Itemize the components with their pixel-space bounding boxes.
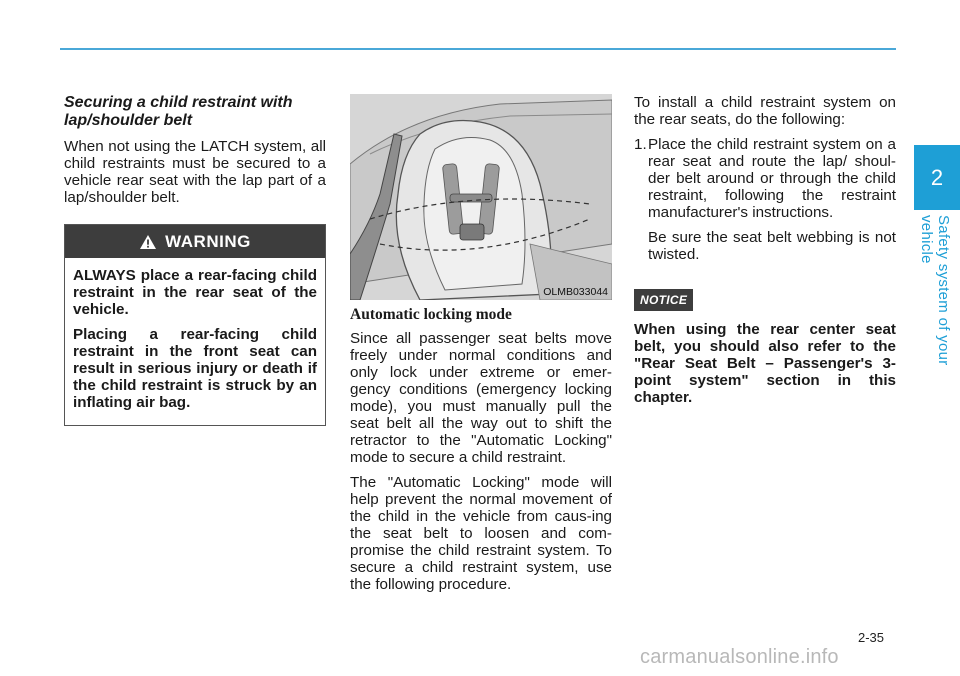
column-2 [350, 94, 612, 601]
warning-header [65, 225, 325, 258]
notice-text: When using the rear center seat belt, you should also refer to the "Rear Seat Belt – Passenger's 3-point system" section in this chapter. [634, 321, 896, 406]
chapter-title: Safety system of your vehicle [918, 215, 952, 366]
watermark: carmanualsonline.info [640, 646, 839, 668]
step-number: 1. [634, 136, 647, 153]
warning-paragraph: ALWAYS place a rear-facing child restraint in the rear seat of the vehicle. [73, 267, 317, 318]
child-seat-drawing [350, 94, 612, 300]
list-item [634, 136, 896, 271]
child-seat-illustration [350, 94, 612, 300]
procedure-list [634, 136, 896, 271]
step-text: Place the child restraint system on a rear seat and route the lap/ shoul-der belt around or through the child restraint, following the restraint manufacturer's instructions. [648, 136, 896, 221]
notice-badge: NOTICE [634, 289, 693, 311]
chapter-number: 2 [930, 164, 944, 190]
warning-box [64, 224, 326, 426]
warning-body [65, 258, 325, 425]
chapter-tab[interactable] [914, 145, 960, 210]
step-subtext: Be sure the seat belt webbing is not twisted. [648, 229, 896, 263]
body-paragraph: The "Automatic Locking" mode will help prevent the normal movement of the child in the vehicle from caus-ing the seat belt to loosen and com-promise the child restraint system. To secure a child restraint system, use the following procedure. [350, 474, 612, 593]
warning-triangle-icon [139, 234, 157, 250]
warning-paragraph: Placing a rear-facing child restraint in the front seat can result in serious injury or death if the child restraint is struck by an inflating air bag. [73, 326, 317, 411]
column-1 [64, 94, 326, 426]
warning-label: WARNING [165, 231, 251, 251]
intro-paragraph: When not using the LATCH system, all child restraints must be secured to a vehicle rear seat with the lap part of a lap/shoulder belt. [64, 138, 326, 206]
top-rule [60, 48, 896, 50]
page-number: 2-35 [858, 630, 885, 645]
section-heading: Automatic locking mode [350, 306, 512, 323]
section-heading: Securing a child restraint with lap/shoulder belt [64, 94, 293, 129]
intro-paragraph: To install a child restraint system on the rear seats, do the following: [634, 94, 896, 128]
figure-label: OLMB033044 [543, 286, 608, 298]
body-paragraph: Since all passenger seat belts move freely under normal conditions and only lock under extreme or emer-gency conditions (emergency locking mode), you must manually pull the seat belt all the way out to shift the retractor to the "Automatic Locking" mode to secure a child restraint. [350, 330, 612, 466]
column-3 [634, 94, 896, 414]
